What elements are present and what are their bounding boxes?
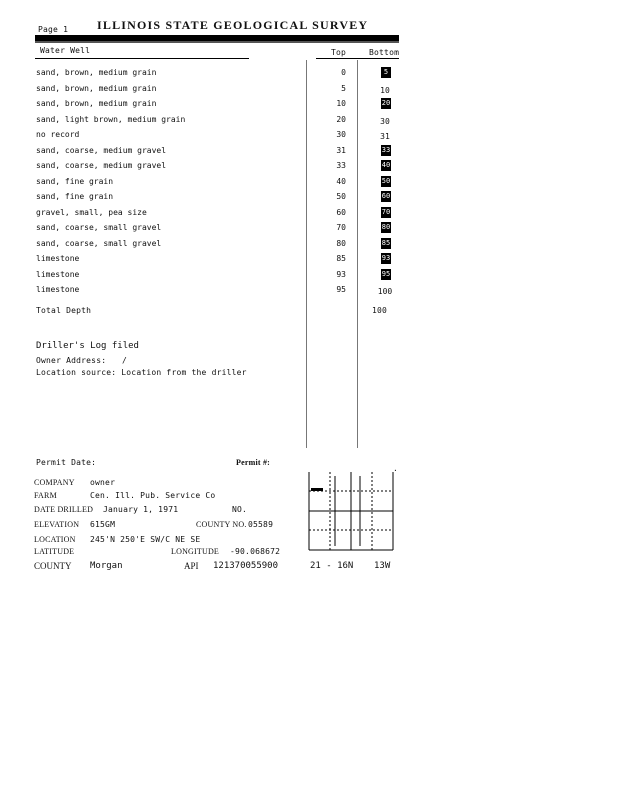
api-value: 121370055900 (213, 561, 279, 571)
date-drilled-value: January 1, 1971 (103, 505, 179, 514)
lithology-bottom: 60 (381, 192, 391, 200)
farm-label: FARM (34, 491, 57, 500)
col-underline (316, 58, 399, 59)
lithology-bottom: 31 (380, 132, 390, 141)
lithology-description: no record (36, 130, 80, 139)
lithology-bottom: 5 (381, 67, 391, 78)
lithology-description: limestone (36, 270, 80, 279)
owner-address-value: / (122, 356, 128, 365)
section-label: Water Well (40, 46, 91, 55)
lithology-description: sand, fine grain (36, 192, 114, 201)
col-divider (306, 60, 307, 448)
section-underline (35, 58, 249, 59)
lithology-description: sand, light brown, medium grain (36, 115, 186, 124)
lithology-bottom: 95 (381, 270, 391, 278)
lithology-bottom: 20 (381, 99, 391, 107)
lithology-top: 50 (336, 192, 346, 201)
lithology-top: 10 (336, 99, 346, 108)
lithology-description: sand, coarse, medium gravel (36, 146, 167, 155)
section-grid-map (305, 468, 397, 554)
lithology-description: sand, coarse, small gravel (36, 239, 162, 248)
lithology-description: sand, fine grain (36, 177, 114, 186)
elevation-label: ELEVATION (34, 520, 80, 529)
lithology-bottom: 50 (381, 177, 391, 185)
lithology-top: 60 (336, 208, 346, 217)
lithology-bottom: 85 (381, 239, 391, 247)
header-bar-shadow (35, 41, 399, 43)
lithology-bottom: 70 (381, 208, 391, 216)
lithology-top: 0 (341, 68, 346, 77)
lithology-top: 5 (341, 84, 346, 93)
lithology-description: limestone (36, 285, 80, 294)
lithology-description: sand, brown, medium grain (36, 99, 157, 108)
lithology-description: sand, brown, medium grain (36, 84, 157, 93)
page-title: ILLINOIS STATE GEOLOGICAL SURVEY (97, 18, 369, 32)
owner-address-label: Owner Address: (36, 356, 107, 365)
lithology-top: 20 (336, 115, 346, 124)
location-value: 245'N 250'E SW/C NE SE (90, 535, 201, 544)
total-depth-value: 100 (372, 306, 388, 315)
farm-value: Cen. Ill. Pub. Service Co (90, 491, 216, 500)
permit-number-label: Permit #: (236, 458, 271, 467)
location-label: LOCATION (34, 535, 76, 544)
lithology-top: 31 (336, 146, 346, 155)
lithology-bottom: 100 (377, 287, 393, 296)
elevation-value: 615GM (90, 520, 116, 529)
lithology-top: 93 (336, 270, 346, 279)
map-mark: · (393, 466, 399, 475)
county-no-value: 05589 (248, 520, 274, 529)
range-value: 13W (374, 561, 391, 571)
location-source: Location source: Location from the driller (36, 368, 247, 377)
lithology-bottom: 40 (381, 161, 391, 169)
page-number: Page 1 (38, 25, 69, 34)
lithology-top: 85 (336, 254, 346, 263)
total-depth-label: Total Depth (36, 306, 92, 315)
longitude-label: LONGITUDE (171, 547, 220, 556)
col-top-header: Top (331, 48, 347, 57)
col-bottom-header: Bottom (369, 48, 400, 57)
county-label: COUNTY (34, 561, 72, 571)
lithology-bottom: 10 (380, 86, 390, 95)
township-value: 21 - 16N (310, 561, 354, 571)
latitude-label: LATITUDE (34, 547, 75, 556)
company-label: COMPANY (34, 478, 75, 487)
lithology-top: 33 (336, 161, 346, 170)
date-drilled-label: DATE DRILLED (34, 505, 94, 514)
api-label: API (184, 561, 199, 571)
county-no-label: COUNTY NO. (196, 520, 247, 529)
lithology-bottom: 33 (381, 146, 391, 154)
county-value: Morgan (90, 561, 123, 571)
lithology-top: 80 (336, 239, 346, 248)
lithology-top: 70 (336, 223, 346, 232)
col-divider (357, 60, 358, 448)
lithology-description: limestone (36, 254, 80, 263)
longitude-value: -90.068672 (230, 547, 281, 556)
no-label: NO. (232, 505, 248, 514)
lithology-bottom: 30 (380, 117, 390, 126)
driller-log-note: Driller's Log filed (36, 341, 139, 351)
lithology-top: 95 (336, 285, 346, 294)
lithology-description: gravel, small, pea size (36, 208, 147, 217)
company-value: owner (90, 478, 116, 487)
permit-date-label: Permit Date: (36, 458, 97, 467)
lithology-description: sand, coarse, small gravel (36, 223, 162, 232)
lithology-top: 40 (336, 177, 346, 186)
lithology-bottom: 93 (381, 254, 391, 262)
lithology-bottom: 80 (381, 223, 391, 231)
lithology-description: sand, coarse, medium gravel (36, 161, 167, 170)
lithology-top: 30 (336, 130, 346, 139)
lithology-description: sand, brown, medium grain (36, 68, 157, 77)
